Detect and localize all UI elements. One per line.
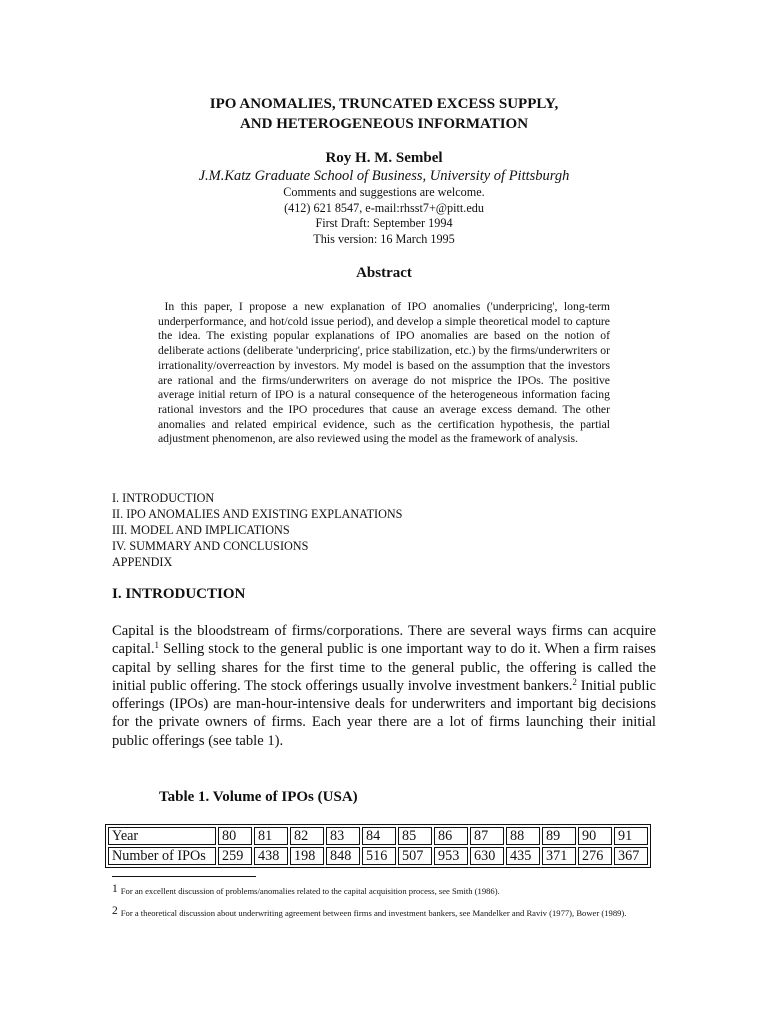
author-affiliation: J.M.Katz Graduate School of Business, University of Pittsburgh [198, 168, 570, 184]
year-cell: 86 [434, 827, 468, 845]
count-cell: 276 [578, 847, 612, 865]
table-row-count [108, 847, 648, 865]
meta-version: This version: 16 March 1995 [313, 231, 455, 246]
table-caption: Table 1. Volume of IPOs (USA) [159, 789, 358, 805]
toc-item-model: III. MODEL AND IMPLICATIONS [112, 523, 290, 537]
count-cell: 953 [434, 847, 468, 865]
footnote-ref-2: 2 [572, 676, 577, 687]
count-cell: 198 [290, 847, 324, 865]
toc-item-summary: IV. SUMMARY AND CONCLUSIONS [112, 539, 309, 553]
intro-text-part-3: Initial public offerings (IPOs) are man-hour-intensive deals for underwriters and important big decisions for the private owners of firms. Each year there are a lot of firms launching their initial public offerings (see table 1). [112, 677, 656, 749]
footnote-1 [112, 884, 652, 897]
footnote-2-number: 2 [112, 905, 118, 917]
introduction-paragraph [112, 622, 656, 750]
meta-contact: (412) 621 8547, e-mail:rhsst7+@pitt.edu [284, 200, 484, 215]
footnote-ref-1: 1 [154, 640, 160, 651]
table-row-year [108, 827, 648, 845]
count-cell: 435 [506, 847, 540, 865]
meta-first-draft: First Draft: September 1994 [315, 216, 453, 230]
year-cell: 90 [578, 827, 612, 845]
year-cell: 88 [506, 827, 540, 845]
year-cell: 84 [362, 827, 396, 845]
footnote-divider [112, 876, 256, 877]
year-cell: 85 [398, 827, 432, 845]
author-name: Roy H. M. Sembel [325, 150, 443, 166]
row-label-count: Number of IPOs [108, 847, 216, 865]
footnote-1-number: 1 [112, 883, 118, 895]
section-heading-introduction: I. INTRODUCTION [112, 586, 246, 602]
year-cell: 89 [542, 827, 576, 845]
row-label-year: Year [108, 827, 216, 845]
abstract-text [158, 300, 610, 447]
paper-meta [0, 185, 768, 247]
year-cell: 81 [254, 827, 288, 845]
toc-item-introduction: I. INTRODUCTION [112, 491, 215, 505]
toc-item-anomalies: II. IPO ANOMALIES AND EXISTING EXPLANATIONS [112, 507, 403, 521]
paper-title [0, 94, 768, 134]
count-cell: 507 [398, 847, 432, 865]
footnote-1-text: For an excellent discussion of problems/anomalies related to the capital acquisition process, see Smith (1986). [120, 886, 500, 896]
intro-text-part-1: Capital is the bloodstream of firms/corporations. There are several ways firms can acquire capital. [112, 623, 656, 658]
intro-text-part-2: Selling stock to the general public is one important way to do it. When a firm raises capital by selling shares for the first time to the general public, the offering is called the initial public offering. The stock offerings usually involve investment bankers. [112, 641, 656, 694]
abstract-heading: Abstract [356, 265, 412, 281]
year-cell: 87 [470, 827, 504, 845]
count-cell: 848 [326, 847, 360, 865]
footnote-2-text: For a theoretical discussion about underwriting agreement between firms and investment bankers, see Mandelker and Raviv (1977), Bower (1989). [120, 908, 627, 918]
ipo-volume-table [105, 824, 651, 868]
toc-item-appendix: APPENDIX [112, 555, 173, 569]
table-of-contents [112, 490, 402, 570]
year-cell: 80 [218, 827, 252, 845]
count-cell: 516 [362, 847, 396, 865]
count-cell: 259 [218, 847, 252, 865]
year-cell: 82 [290, 827, 324, 845]
title-line-2: AND HETEROGENEOUS INFORMATION [239, 116, 529, 132]
year-cell: 83 [326, 827, 360, 845]
count-cell: 367 [614, 847, 648, 865]
count-cell: 438 [254, 847, 288, 865]
abstract-body: In this paper, I propose a new explanation of IPO anomalies ('underpricing', long-term underperformance, and hot/cold issue period), and develop a simple theoretical model to capture the idea. The existing popular explanations of IPO anomalies are based on the notion of deliberate actions (deliberate 'underpricing', price stabilization, etc.) by the firms/underwriters or irrationality/overreaction by investors. My model is based on the assumption that the investors are rational and the firms/underwriters on average do not misprice the IPOs. The positive average initial return of IPO is a natural consequence of the heterogeneous information facing rational investors and the IPO procedures that cause an average excess demand. The other anomalies and related empirical evidence, such as the certification hypothesis, the partial adjustment phenomenon, are also reviewed using the model as the framework of analysis. [158, 300, 611, 446]
count-cell: 630 [470, 847, 504, 865]
title-line-1: IPO ANOMALIES, TRUNCATED EXCESS SUPPLY, [209, 96, 559, 112]
footnote-2 [112, 906, 652, 919]
count-cell: 371 [542, 847, 576, 865]
meta-comments: Comments and suggestions are welcome. [283, 185, 485, 199]
year-cell: 91 [614, 827, 648, 845]
